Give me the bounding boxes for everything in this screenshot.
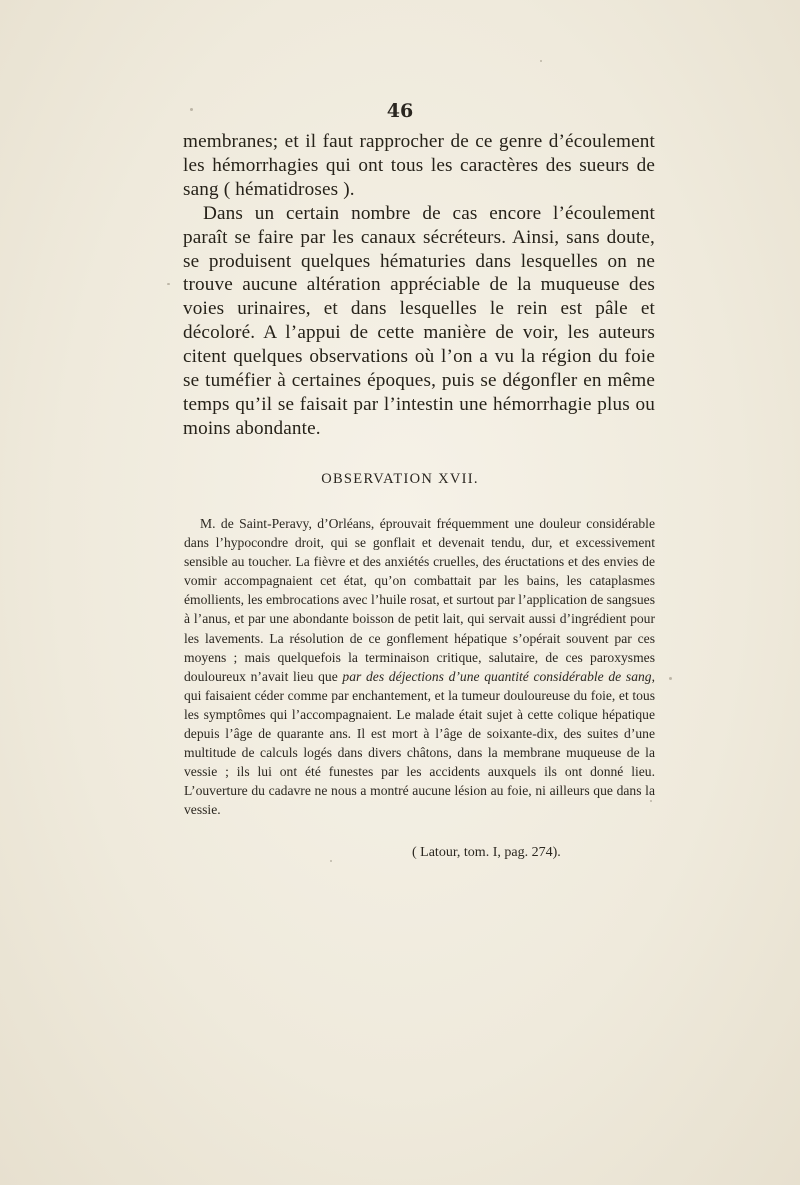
paper-speck — [330, 860, 332, 862]
paper-speck — [167, 283, 170, 285]
paper-speck — [669, 677, 672, 680]
observation-paragraph — [184, 514, 655, 820]
paper-speck — [650, 800, 652, 802]
paper-speck — [540, 60, 542, 62]
citation: ( Latour, tom. I, pag. 274). — [412, 845, 561, 860]
observation-heading: OBSERVATION XVII. — [321, 471, 479, 487]
observation-text-part: M. de Saint-Peravy, d’Orléans, éprouvait fréquemment une douleur considérable dans l’hypocondre droit, qui se gonflait et devenait tendu, dur, et excessivement sensible au toucher. La fièvre et des anxiétés cruelles, des éructations et des envies de vomir accompagnaient cet état, qu’on combattait par les bains, les cataplasmes émollients, les embrocations avec l’huile rosat, et surtout par l’application de sangsues à l’anus, et par une abondante boisson de petit lait, qui servait aussi d’ingrédient pour les lavements. La résolution de ce gonflement hépatique s’opérait souvent par ces moyens ; mais quelquefois la terminaison critique, salutaire, de ces paroxysmes douloureux n’avait lieu que — [184, 516, 655, 684]
page-number: 46 — [386, 100, 414, 122]
observation-text-part: , qui faisaient céder comme par enchantement, et la tumeur douloureuse du foie, et tous les symptômes qui l’accompagnaient. Le malade était sujet à cette colique hépatique depuis l’âge de quarante ans. Il est mort à l’âge de soixante-dix, des suites d’une multitude de calculs logés dans divers châtons, dans la membrane muqueuse de la vessie ; ils lui ont été funestes par les accidents auxquels ils ont donné lieu. L’ouverture du cadavre ne nous a montré aucune lésion au foie, ni ailleurs que dans la vessie. — [184, 668, 655, 818]
main-text — [183, 130, 655, 441]
observation-italic-phrase: par des déjections d’une quantité considérable de sang — [342, 668, 652, 684]
paragraph: Dans un certain nombre de cas encore l’écoulement paraît se faire par les canaux sécréteurs. Ainsi, sans doute, se produisent quelques hématuries dans lesquelles on ne trouve aucune altération appréciable de la muqueuse des voies urinaires, et dans lesquelles le rein est pâle et décoloré. A l’appui de cette manière de voir, les auteurs citent quelques observations où l’on a vu la région du foie se tuméfier à certaines époques, puis se dégonfler en même temps qu’il se faisait par l’intestin une hémorrhagie plus ou moins abondante. — [183, 202, 655, 439]
paper-speck — [190, 108, 193, 111]
paragraph: membranes; et il faut rapprocher de ce genre d’écoulement les hémorrhagies qui ont tous les caractères des sueurs de sang ( hématidroses ). — [183, 131, 655, 200]
observation-text — [184, 514, 655, 820]
